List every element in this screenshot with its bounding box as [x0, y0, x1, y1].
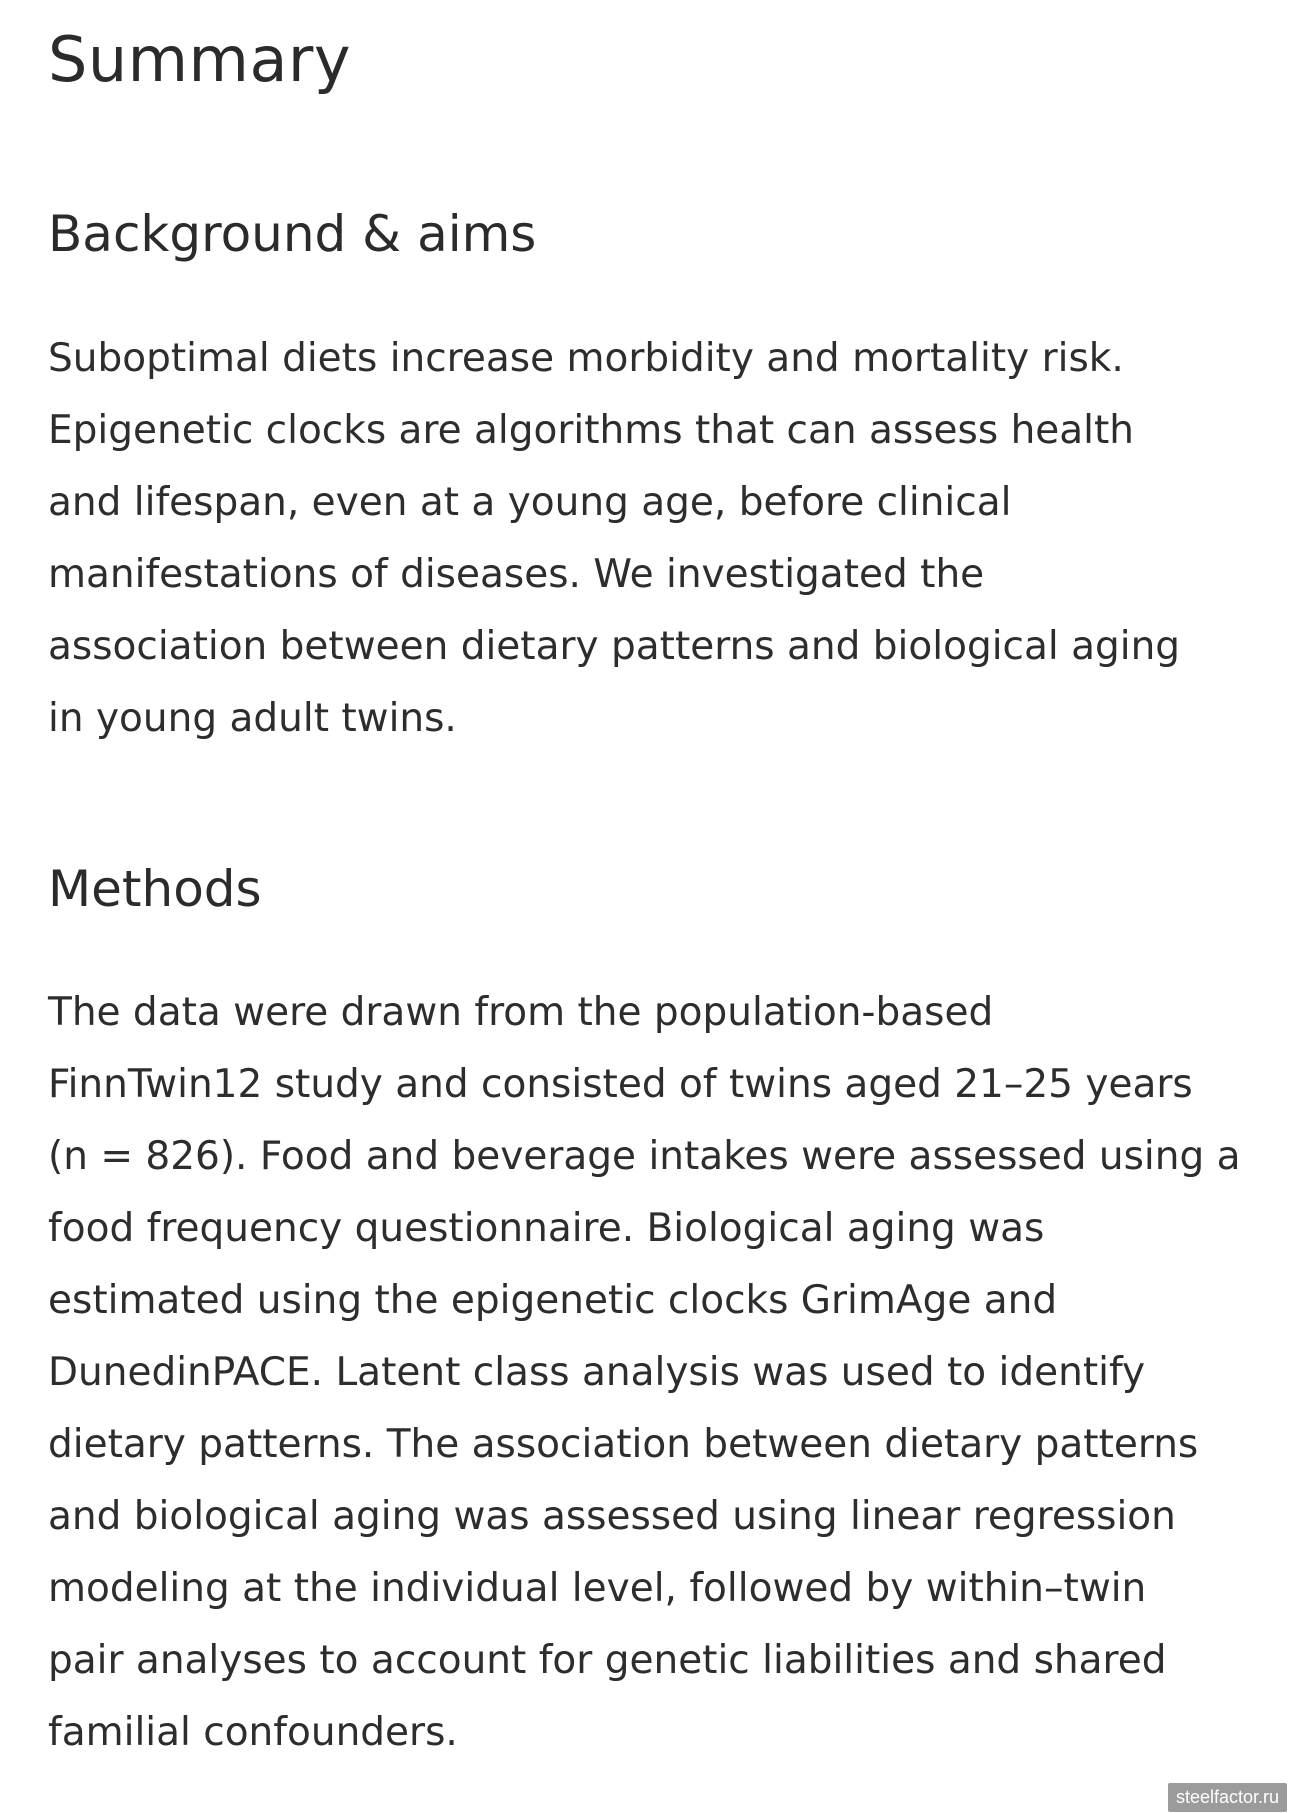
- text-line: The data were drawn from the population-based: [48, 990, 994, 1035]
- text-line: Suboptimal diets increase morbidity and mortality risk.: [48, 336, 1124, 381]
- text-line: (n = 826). Food and beverage intakes were assessed using a: [48, 1134, 1241, 1179]
- text-line: estimated using the epigenetic clocks GrimAge and: [48, 1278, 1058, 1323]
- watermark-label: steelfactor.ru: [1168, 1783, 1287, 1812]
- text-line: pair analyses to account for genetic liabilities and shared: [48, 1638, 1167, 1683]
- text-line: in young adult twins.: [48, 696, 457, 741]
- text-line: dietary patterns. The association between dietary patterns: [48, 1422, 1199, 1467]
- text-line: and lifespan, even at a young age, before clinical: [48, 480, 1012, 525]
- text-line: food frequency questionnaire. Biological aging was: [48, 1206, 1045, 1251]
- text-line: familial confounders.: [48, 1710, 458, 1755]
- summary-title: Summary: [48, 23, 352, 96]
- text-line: manifestations of diseases. We investigated the: [48, 552, 985, 597]
- text-line: FinnTwin12 study and consisted of twins aged 21–25 years: [48, 1062, 1193, 1107]
- text-line: DunedinPACE. Latent class analysis was used to identify: [48, 1350, 1146, 1395]
- text-line: and biological aging was assessed using linear regression: [48, 1494, 1176, 1539]
- text-line: modeling at the individual level, followed by within–twin: [48, 1566, 1147, 1611]
- text-line: association between dietary patterns and biological aging: [48, 624, 1181, 669]
- background-aims-paragraph: [48, 323, 1258, 755]
- background-aims-heading: Background & aims: [48, 205, 537, 263]
- methods-paragraph: [48, 977, 1258, 1769]
- methods-heading: Methods: [48, 860, 262, 918]
- text-line: Epigenetic clocks are algorithms that can assess health: [48, 408, 1135, 453]
